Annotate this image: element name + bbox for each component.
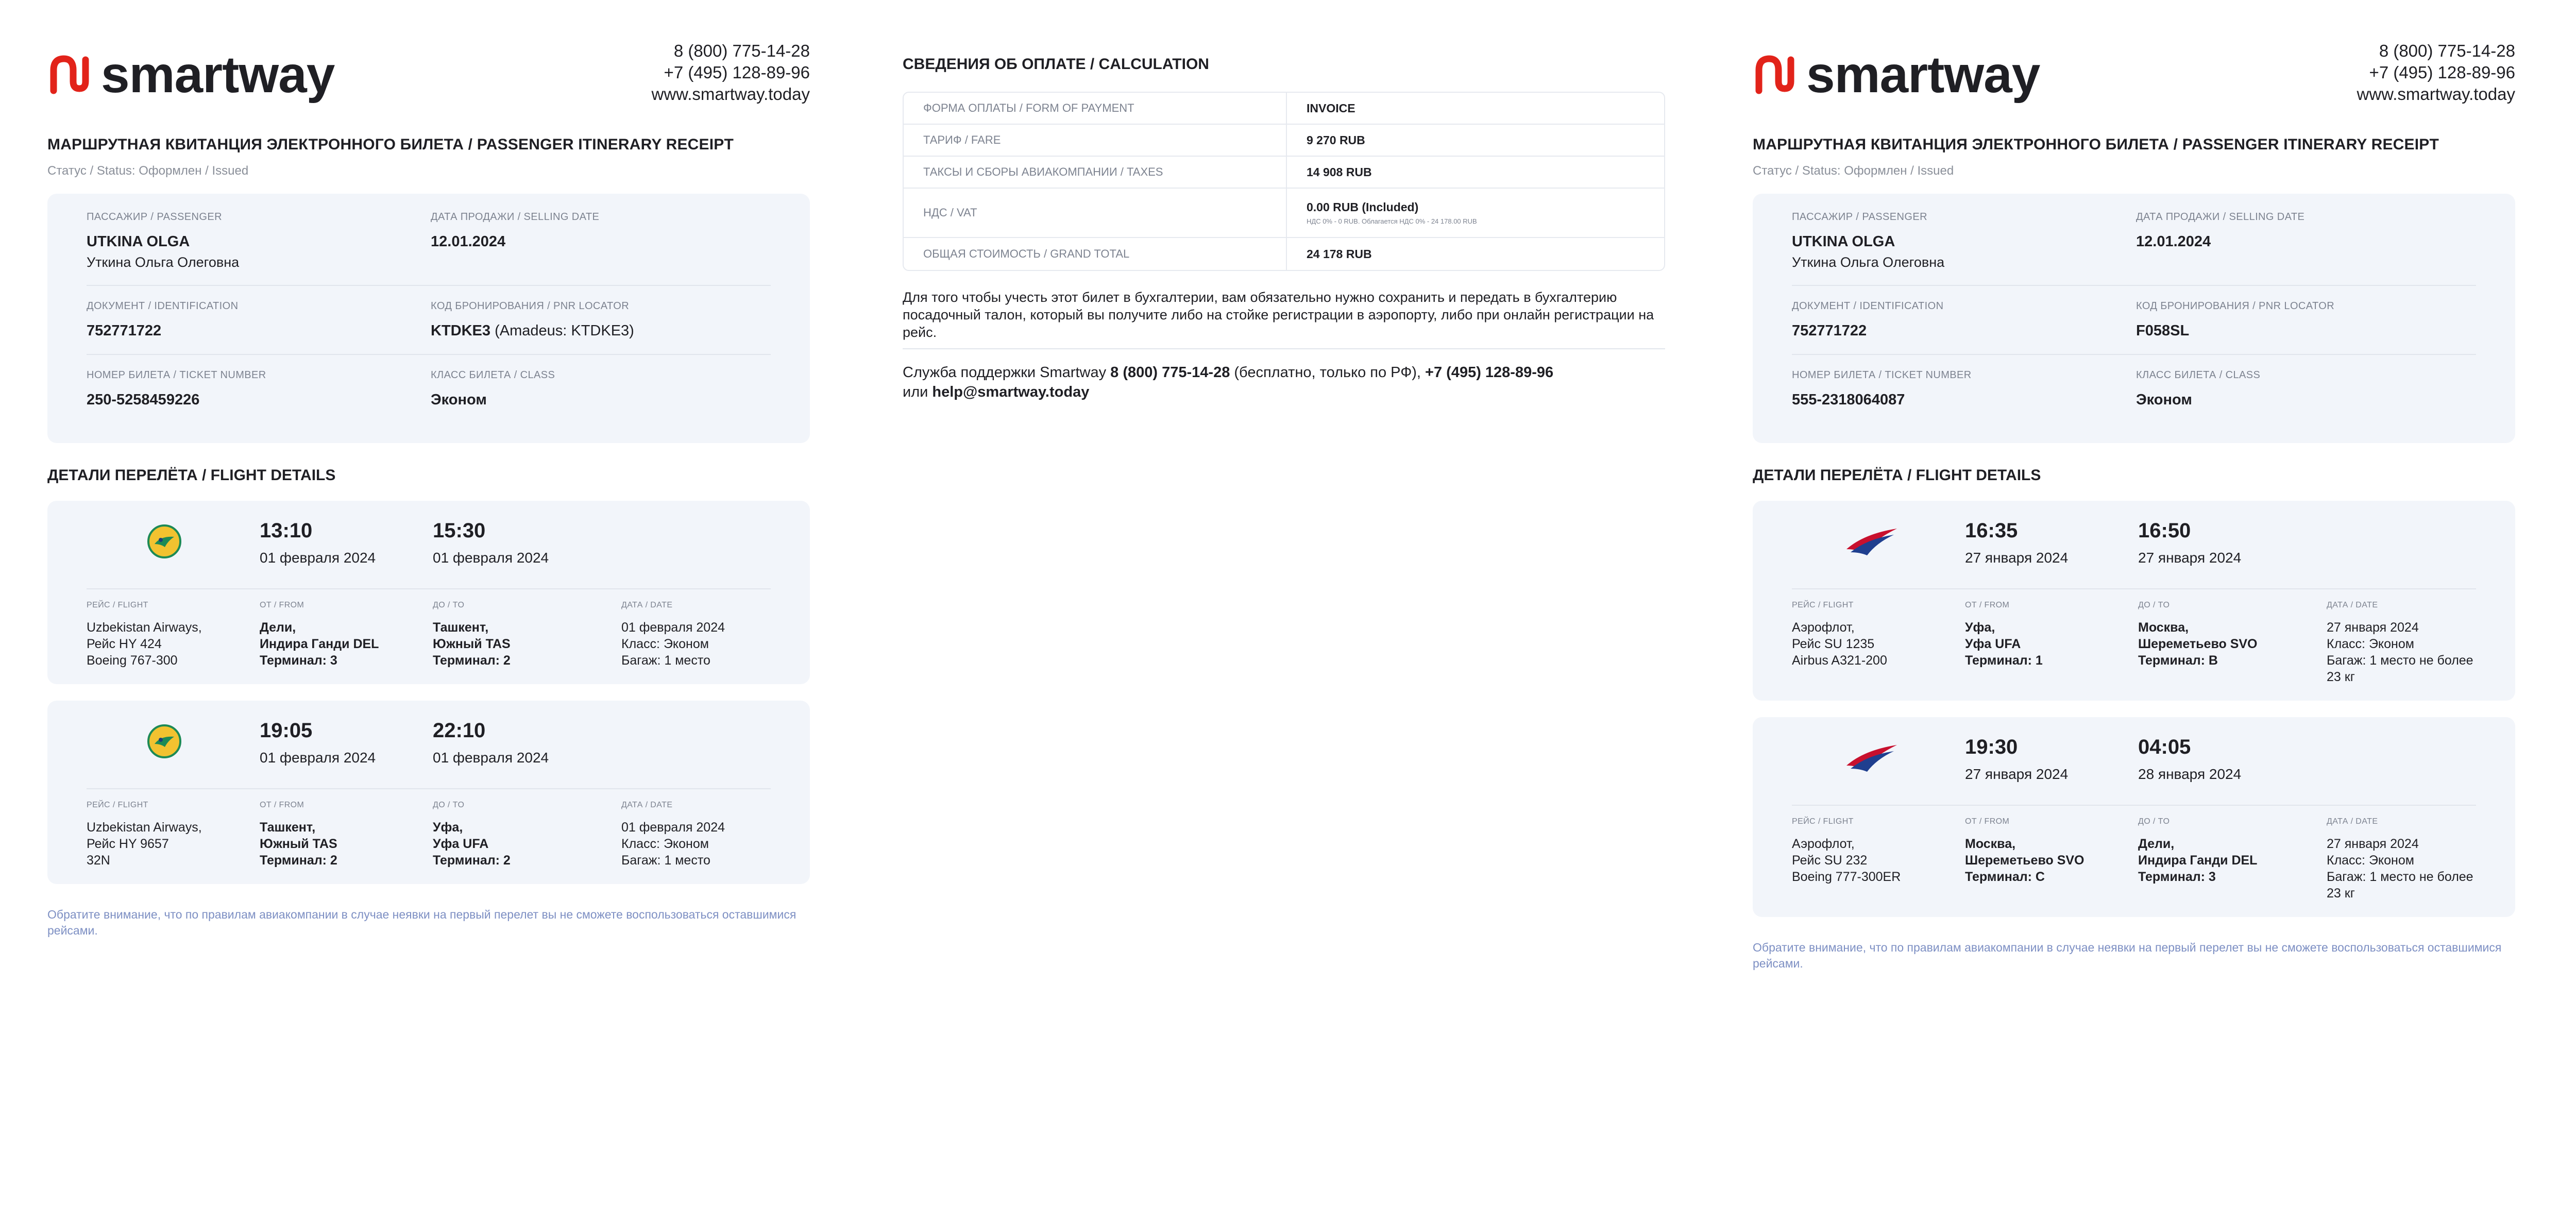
header	[1753, 0, 2515, 104]
to-city: Дели,	[2138, 837, 2175, 851]
from-info	[260, 619, 433, 669]
to-label: ДО / TO	[433, 801, 465, 809]
calculation-title: СВЕДЕНИЯ ОБ ОПЛАТЕ / CALCULATION	[903, 56, 1209, 73]
vat-value: 0.00 RUB (Included)	[1307, 200, 1419, 214]
departure-date: 27 января 2024	[1965, 550, 2069, 566]
pnr-label: КОД БРОНИРОВАНИЯ / PNR LOCATOR	[2136, 300, 2335, 312]
to-airport: Уфа UFA	[433, 837, 489, 851]
selling-date-label: ДАТА ПРОДАЖИ / SELLING DATE	[2136, 211, 2305, 223]
pnr-value	[2136, 323, 2476, 340]
ticket-number-label: НОМЕР БИЛЕТА / TICKET NUMBER	[1792, 369, 1972, 381]
website: www.smartway.today	[651, 84, 810, 104]
flight-info	[1792, 619, 1965, 669]
contacts	[2357, 40, 2515, 105]
class-value: Эконом	[431, 392, 487, 408]
departure-time: 16:35	[1965, 519, 2018, 542]
to-label: ДО / TO	[433, 601, 465, 609]
logo	[47, 46, 335, 104]
table-row	[904, 125, 1664, 157]
departure-time: 13:10	[260, 519, 313, 542]
to-terminal: Терминал: 3	[2138, 870, 2216, 884]
ticket-number: 555-2318064087	[1792, 392, 1905, 408]
flight-card	[1753, 717, 2515, 917]
date-label: ДАТА / DATE	[621, 601, 673, 609]
logo-text: smartway	[1806, 46, 2040, 104]
to-label: ДО / TO	[2138, 601, 2170, 609]
to-airport: Индира Ганди DEL	[2138, 853, 2258, 868]
phone-2: +7 (495) 128-89-96	[664, 63, 810, 82]
to-city: Москва,	[2138, 620, 2189, 635]
class-label: КЛАСС БИЛЕТА / CLASS	[2136, 369, 2261, 381]
flight-date: 01 февраля 2024	[621, 620, 725, 635]
from-city: Ташкент,	[260, 820, 316, 835]
to-info	[2138, 836, 2327, 885]
from-terminal: Терминал: 2	[260, 853, 337, 868]
arrival-time: 22:10	[433, 719, 486, 742]
class-label: КЛАСС БИЛЕТА / CLASS	[431, 369, 555, 381]
logo-text: smartway	[101, 46, 335, 104]
support-info	[903, 363, 1665, 402]
status: Статус / Status: Оформлен / Issued	[47, 164, 249, 178]
from-terminal: Терминал: 3	[260, 653, 337, 668]
class-value: Эконом	[2136, 392, 2192, 408]
uzbekistan-airways-icon	[146, 723, 182, 759]
flight-date: 27 января 2024	[2327, 837, 2419, 851]
date-info	[2327, 619, 2476, 685]
from-terminal: Терминал: C	[1965, 870, 2045, 884]
aircraft: 32N	[87, 853, 110, 868]
date-label: ДАТА / DATE	[2327, 817, 2378, 826]
divider	[1792, 588, 2476, 589]
aircraft: Boeing 767-300	[87, 653, 178, 668]
document-label: ДОКУМЕНТ / IDENTIFICATION	[1792, 300, 1944, 312]
flight-info	[87, 819, 260, 869]
receipt-2	[1753, 0, 2515, 972]
row-label: ТАКСЫ И СБОРЫ АВИАКОМПАНИИ / TAXES	[904, 157, 1287, 188]
flight-label: РЕЙС / FLIGHT	[1792, 817, 1854, 826]
from-airport: Шереметьево SVO	[1965, 853, 2084, 868]
row-label: ТАРИФ / FARE	[904, 125, 1287, 156]
status: Статус / Status: Оформлен / Issued	[1753, 164, 1954, 178]
aircraft: Airbus A321-200	[1792, 653, 1887, 668]
flight-class: Класс: Эконом	[2327, 637, 2414, 651]
table-row	[904, 93, 1664, 125]
divider	[87, 588, 771, 589]
table-row	[904, 189, 1664, 238]
flight-date: 27 января 2024	[2327, 620, 2419, 635]
pnr-extra: (Amadeus: KTDKE3)	[495, 323, 634, 339]
from-city: Уфа,	[1965, 620, 1995, 635]
accounting-text: Для того чтобы учесть этот билет в бухгалтерии, вам обязательно нужно сохранить и передать в бухгалтерию посадочный талон, который вы получите либо на стойке регистрации в аэропорту, либо при онлайн регистрации на рейс.	[903, 290, 1654, 340]
selling-date-label: ДАТА ПРОДАЖИ / SELLING DATE	[431, 211, 600, 223]
row-value	[1287, 189, 1664, 237]
arrival-date: 27 января 2024	[2138, 550, 2242, 566]
smartway-logo-icon	[47, 53, 92, 97]
receipt-title: МАРШРУТНАЯ КВИТАНЦИЯ ЭЛЕКТРОННОГО БИЛЕТА / PASSENGER ITINERARY RECEIPT	[1753, 136, 2439, 153]
flight-info	[87, 619, 260, 669]
from-info	[260, 819, 433, 869]
flight-card	[47, 701, 810, 884]
departure-date: 27 января 2024	[1965, 766, 2069, 782]
passenger-card	[1753, 194, 2515, 443]
website: www.smartway.today	[2357, 84, 2515, 104]
passenger-row	[1792, 211, 2476, 286]
arrival-date: 28 января 2024	[2138, 766, 2242, 782]
flight-date: 01 февраля 2024	[621, 820, 725, 835]
to-terminal: Терминал: B	[2138, 653, 2218, 668]
arrival-time: 15:30	[433, 519, 486, 542]
document-number: 752771722	[1792, 323, 1867, 339]
departure-date: 01 февраля 2024	[260, 550, 376, 566]
from-airport: Уфа UFA	[1965, 637, 2021, 651]
divider	[87, 788, 771, 789]
ticket-row	[1792, 369, 2476, 409]
table-row	[904, 157, 1664, 189]
row-label: НДС / VAT	[904, 189, 1287, 237]
flight-label: РЕЙС / FLIGHT	[87, 801, 148, 809]
receipt-1	[47, 0, 810, 939]
aeroflot-icon	[1843, 740, 1900, 776]
to-terminal: Терминал: 2	[433, 853, 511, 868]
no-show-note: Обратите внимание, что по правилам авиакомпании в случае неявки на первый перелет вы не сможете воспользоваться оставшимися рейсами.	[47, 908, 796, 937]
flight-baggage-weight: 23 кг	[2327, 670, 2355, 684]
receipt-title: МАРШРУТНАЯ КВИТАНЦИЯ ЭЛЕКТРОННОГО БИЛЕТА / PASSENGER ITINERARY RECEIPT	[47, 136, 734, 153]
receipt-1-calculation	[903, 0, 1665, 402]
to-terminal: Терминал: 2	[433, 653, 511, 668]
pnr-code: KTDKE3	[431, 323, 491, 339]
passenger-label: ПАССАЖИР / PASSENGER	[1792, 211, 1927, 223]
flight-card	[47, 501, 810, 684]
to-city: Ташкент,	[433, 620, 489, 635]
airline-name: Uzbekistan Airways,	[87, 620, 202, 635]
date-info	[2327, 836, 2476, 902]
flight-number: Рейс SU 232	[1792, 853, 1868, 868]
passenger-name: UTKINA OLGA	[1792, 233, 1895, 250]
flight-info	[1792, 836, 1965, 885]
flight-number: Рейс HY 424	[87, 637, 162, 651]
flight-baggage: Багаж: 1 место не более	[2327, 870, 2473, 884]
support-note: (бесплатно, только по РФ),	[1234, 364, 1421, 381]
vat-detail: НДС 0% - 0 RUB. Облагается НДС 0% - 24 178.00 RUB	[1307, 217, 1477, 225]
arrival-date: 01 февраля 2024	[433, 750, 549, 766]
to-info	[2138, 619, 2327, 669]
phone-1: 8 (800) 775-14-28	[673, 41, 810, 60]
date-info	[621, 619, 771, 669]
document-label: ДОКУМЕНТ / IDENTIFICATION	[87, 300, 239, 312]
from-label: ОТ / FROM	[1965, 601, 2010, 609]
support-email-link[interactable]: help@smartway.today	[932, 384, 1090, 400]
passenger-name-ru: Уткина Ольга Олеговна	[1792, 254, 1945, 270]
divider	[1792, 805, 2476, 806]
document-row	[1792, 300, 2476, 355]
row-value: 14 908 RUB	[1307, 165, 1372, 179]
airline-name: Аэрофлот,	[1792, 837, 1855, 851]
flight-baggage-weight: 23 кг	[2327, 886, 2355, 901]
flight-number: Рейс HY 9657	[87, 837, 169, 851]
header	[47, 0, 810, 104]
flight-details-title: ДЕТАЛИ ПЕРЕЛЁТА / FLIGHT DETAILS	[1753, 467, 2041, 484]
to-info	[433, 619, 621, 669]
aeroflot-icon	[1843, 523, 1900, 559]
to-airport: Шереметьево SVO	[2138, 637, 2258, 651]
support-prefix: Служба поддержки Smartway	[903, 364, 1107, 381]
flight-baggage: Багаж: 1 место не более	[2327, 653, 2473, 668]
ticket-number: 250-5258459226	[87, 392, 200, 408]
departure-time: 19:30	[1965, 736, 2018, 758]
date-label: ДАТА / DATE	[2327, 601, 2378, 609]
support-or: или	[903, 384, 928, 400]
flight-label: РЕЙС / FLIGHT	[87, 601, 148, 609]
pnr-label: КОД БРОНИРОВАНИЯ / PNR LOCATOR	[431, 300, 630, 312]
pnr-value	[431, 323, 771, 340]
passenger-label: ПАССАЖИР / PASSENGER	[87, 211, 222, 223]
row-value: 24 178 RUB	[1307, 247, 1372, 261]
from-city: Москва,	[1965, 837, 2016, 851]
passenger-name-ru: Уткина Ольга Олеговна	[87, 254, 240, 270]
departure-date: 01 февраля 2024	[260, 750, 376, 766]
ticket-row	[87, 369, 771, 409]
from-label: ОТ / FROM	[260, 601, 304, 609]
arrival-time: 04:05	[2138, 736, 2191, 758]
from-label: ОТ / FROM	[1965, 817, 2010, 826]
arrival-time: 16:50	[2138, 519, 2191, 542]
from-label: ОТ / FROM	[260, 801, 304, 809]
from-airport: Индира Ганди DEL	[260, 637, 379, 651]
flight-number: Рейс SU 1235	[1792, 637, 1875, 651]
document-row	[87, 300, 771, 355]
departure-time: 19:05	[260, 719, 313, 742]
phone-1: 8 (800) 775-14-28	[2379, 41, 2515, 60]
support-phone-2[interactable]: +7 (495) 128-89-96	[1425, 364, 1554, 381]
aircraft: Boeing 777-300ER	[1792, 870, 1901, 884]
passenger-name: UTKINA OLGA	[87, 233, 190, 250]
from-airport: Южный TAS	[260, 837, 337, 851]
flight-card	[1753, 501, 2515, 701]
flight-class: Класс: Эконом	[621, 637, 709, 651]
smartway-logo-icon	[1753, 53, 1797, 97]
flight-details-title: ДЕТАЛИ ПЕРЕЛЁТА / FLIGHT DETAILS	[47, 467, 336, 484]
uzbekistan-airways-icon	[146, 523, 182, 559]
document-number: 752771722	[87, 323, 162, 339]
row-value: INVOICE	[1307, 101, 1355, 115]
flight-class: Класс: Эконом	[621, 837, 709, 851]
pnr-code: F058SL	[2136, 323, 2190, 339]
flight-baggage: Багаж: 1 место	[621, 653, 710, 668]
from-info	[1965, 619, 2138, 669]
passenger-card	[47, 194, 810, 443]
divider	[903, 348, 1665, 349]
date-label: ДАТА / DATE	[621, 801, 673, 809]
flight-class: Класс: Эконом	[2327, 853, 2414, 868]
row-value: 9 270 RUB	[1307, 133, 1365, 147]
logo	[1753, 46, 2040, 104]
to-city: Уфа,	[433, 820, 463, 835]
support-phone-1[interactable]: 8 (800) 775-14-28	[1110, 364, 1230, 381]
arrival-date: 01 февраля 2024	[433, 550, 549, 566]
ticket-number-label: НОМЕР БИЛЕТА / TICKET NUMBER	[87, 369, 266, 381]
contacts	[652, 40, 810, 105]
from-terminal: Терминал: 1	[1965, 653, 2043, 668]
row-label: ОБЩАЯ СТОИМОСТЬ / GRAND TOTAL	[904, 238, 1287, 270]
selling-date: 12.01.2024	[431, 233, 506, 250]
table-row	[904, 238, 1664, 270]
calculation-table	[903, 92, 1665, 271]
row-label: ФОРМА ОПЛАТЫ / FORM OF PAYMENT	[904, 93, 1287, 124]
selling-date: 12.01.2024	[2136, 233, 2211, 250]
phone-2: +7 (495) 128-89-96	[2369, 63, 2515, 82]
to-info	[433, 819, 621, 869]
date-info	[621, 819, 771, 869]
from-info	[1965, 836, 2138, 885]
to-airport: Южный TAS	[433, 637, 511, 651]
no-show-note: Обратите внимание, что по правилам авиакомпании в случае неявки на первый перелет вы не сможете воспользоваться оставшимися рейсами.	[1753, 941, 2502, 970]
airline-name: Аэрофлот,	[1792, 620, 1855, 635]
airline-name: Uzbekistan Airways,	[87, 820, 202, 835]
passenger-row	[87, 211, 771, 286]
from-city: Дели,	[260, 620, 296, 635]
to-label: ДО / TO	[2138, 817, 2170, 826]
flight-label: РЕЙС / FLIGHT	[1792, 601, 1854, 609]
flight-baggage: Багаж: 1 место	[621, 853, 710, 868]
